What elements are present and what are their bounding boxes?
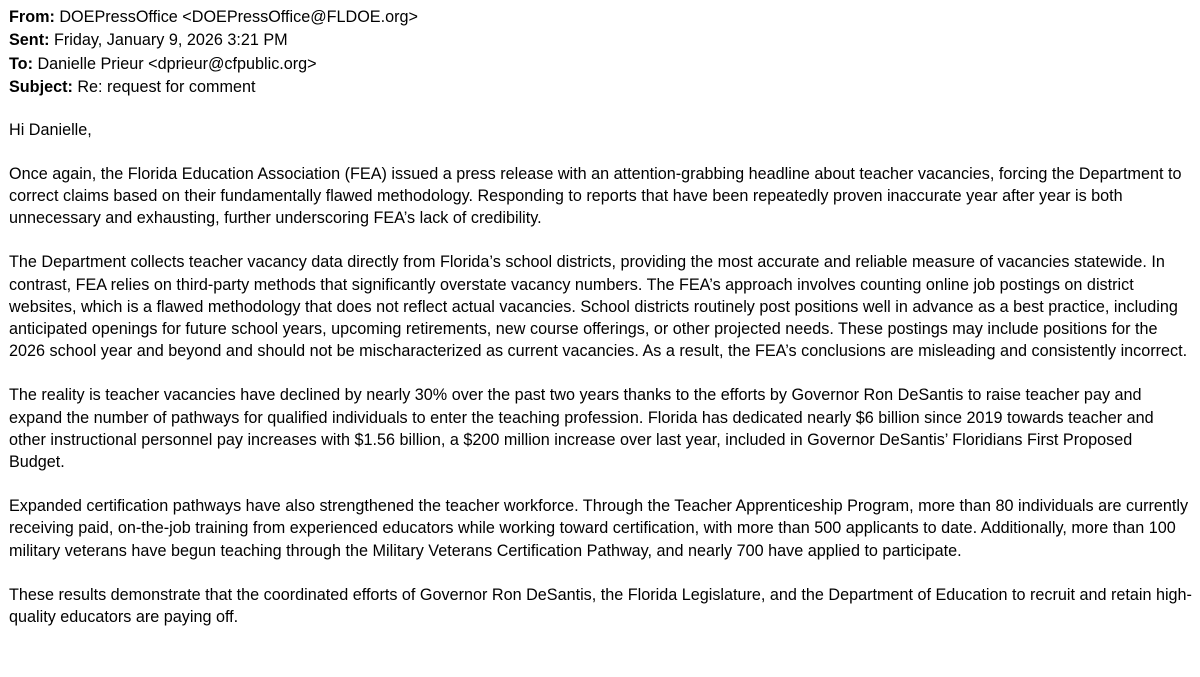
paragraph-vacancy-data: The Department collects teacher vacancy data directly from Florida’s school districts, providing the most accurate and reliable measure of vacancies statewide. In contrast, FEA relies on third-party methods that significantly overstate vacancy numbers. The FEA’s approach involves counting online job postings on district websites, which is a flawed methodology that does not reflect actual vacancies. School districts routinely post positions well in advance as a best practice, including anticipated openings for future school years, upcoming retirements, new course offerings, or other projected needs. These postings may include positions for the 2026 school year and beyond and should not be mischaracterized as current vacancies. As a result, the FEA’s conclusions are misleading and consistently incorrect. — [9, 253, 1188, 361]
to-line — [9, 53, 1192, 76]
subject-label: Subject: — [9, 78, 73, 97]
sent-line — [9, 29, 1192, 52]
subject-line — [9, 76, 1192, 99]
from-line — [9, 6, 1192, 29]
from-label: From: — [9, 8, 55, 26]
to-label: To: — [9, 54, 33, 73]
from-value: DOEPressOffice <DOEPressOffice@FLDOE.org> — [59, 8, 418, 26]
greeting: Hi Danielle, — [9, 120, 92, 139]
email-header — [9, 6, 1192, 100]
paragraph-fea-press-release: Once again, the Florida Education Association (FEA) issued a press release with an attention-grabbing headline about teacher vacancies, forcing the Department to correct claims based on their fundamentally flawed methodology. Responding to reports that have been repeatedly proven inaccurate year after year is both unnecessary and exhausting, further underscoring FEA’s lack of credibility. — [9, 164, 1182, 228]
sent-label: Sent: — [9, 31, 50, 50]
paragraph-teacher-pay: The reality is teacher vacancies have declined by nearly 30% over the past two years thanks to the efforts by Governor Ron DeSantis to raise teacher pay and expand the number of pathways for qualified individuals to enter the teaching profession. Florida has dedicated nearly $6 billion since 2019 towards teacher and other instructional personnel pay increases with $1.56 billion, a $200 million increase over last year, included in Governor DeSantis’ Floridians First Proposed Budget. — [9, 386, 1154, 472]
paragraph-conclusion: These results demonstrate that the coordinated efforts of Governor Ron DeSantis, the Florida Legislature, and the Department of Education to recruit and retain high-quality educators are paying off. — [9, 585, 1192, 627]
to-value: Danielle Prieur <dprieur@cfpublic.org> — [37, 54, 317, 73]
subject-value: Re: request for comment — [77, 78, 256, 97]
sent-value: Friday, January 9, 2026 3:21 PM — [53, 31, 288, 50]
paragraph-certification-pathways: Expanded certification pathways have also strengthened the teacher workforce. Through the Teacher Apprenticeship Program, more than 80 individuals are currently receiving paid, on-the-job training from experienced educators while working toward certification, with more than 500 applicants to date. Additionally, more than 100 military veterans have begun teaching through the Military Veterans Certification Pathway, and nearly 700 have applied to participate. — [9, 497, 1189, 560]
